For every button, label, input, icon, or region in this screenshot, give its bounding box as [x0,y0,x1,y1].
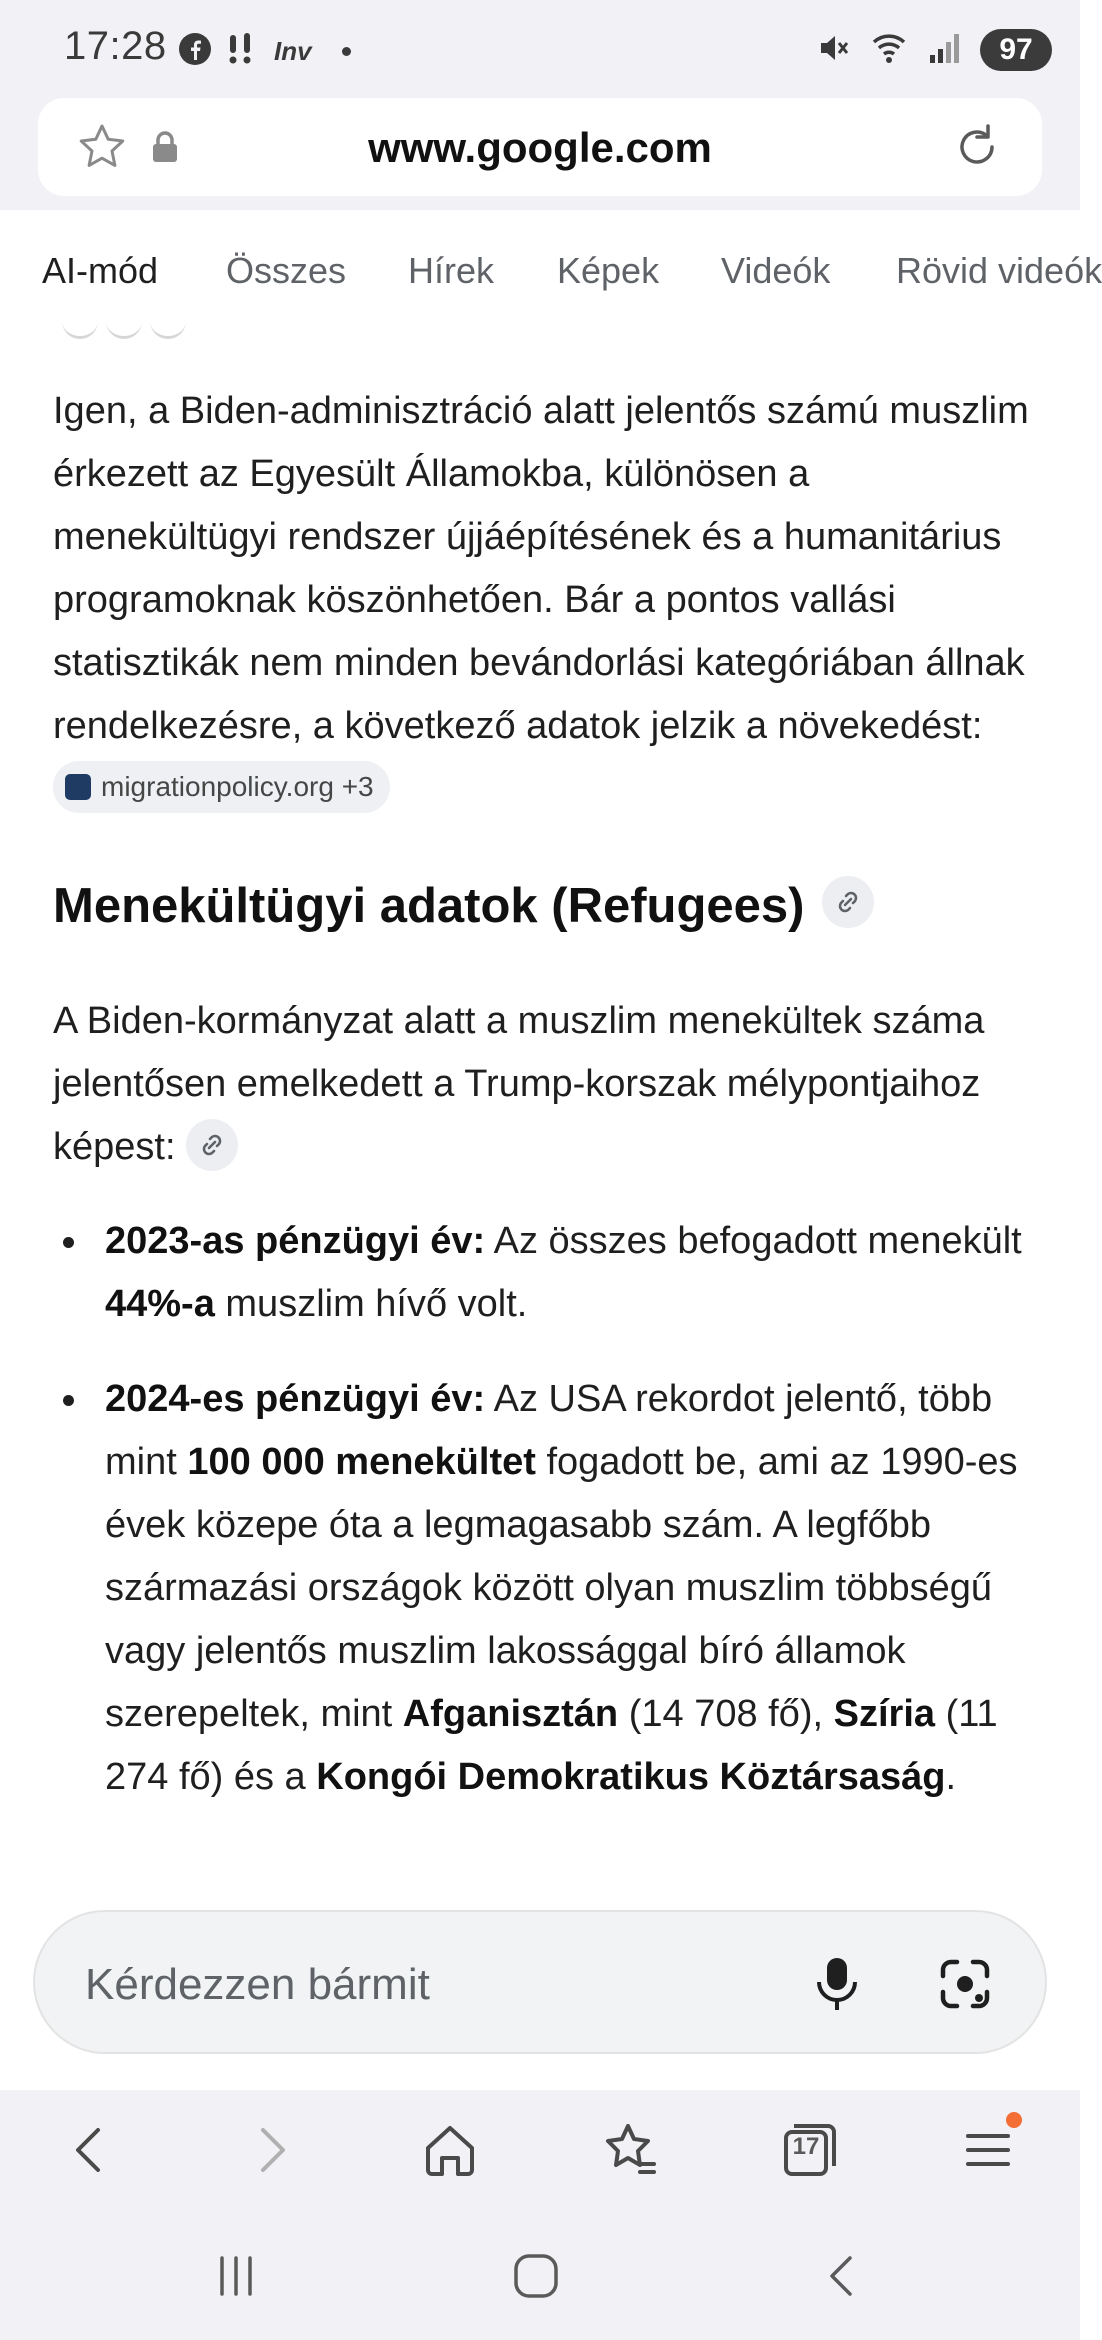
menu-button[interactable] [960,2120,1016,2180]
ask-input[interactable] [33,1910,1047,2054]
bullet-text: (11 274 fő) és a [105,1693,998,1798]
more-notifications-dot [342,47,351,56]
home-icon[interactable] [420,2120,480,2185]
bullet-text: (14 708 fő), [618,1693,834,1735]
bullet-emphasis: Afganisztán [402,1693,619,1735]
google-lens-icon[interactable] [935,1954,995,2019]
search-mode-tabs [0,210,1102,330]
section-link-icon[interactable] [186,1119,238,1171]
system-back-icon[interactable] [820,2254,864,2303]
microphone-icon[interactable] [809,1954,865,2019]
tabs-button[interactable] [780,2120,840,2180]
forward-icon[interactable] [247,2120,297,2185]
section-heading-text: Menekültügyi adatok (Refugees) [53,879,805,933]
tab-count: 17 [792,2133,820,2160]
bullet-emphasis: Kongói Demokratikus Köztársaság [316,1756,946,1798]
bullet-label: 2024-es pénzügyi év: [105,1378,486,1420]
hamburger-menu-icon [960,2120,1016,2180]
tab-news[interactable]: Hírek [408,250,495,291]
list-item [53,1368,1043,1809]
bullet-text: Az USA rekordot jelentő, több mint [105,1378,993,1483]
section-intro-text: A Biden-kormányzat alatt a muszlim menekültek száma jelentősen emelkedett a Trump-korszak mélypontjaihoz képest: [53,1000,985,1168]
section-intro [53,990,1043,1179]
bullet-emphasis: 100 000 menekültet [187,1441,536,1483]
alert-icon [226,31,260,72]
list-item [53,1210,1043,1336]
system-navigation-bar [0,2210,1080,2340]
answer-intro [53,380,1043,821]
bullet-text: Az összes befogadott menekült [485,1220,1022,1262]
address-bar[interactable] [38,98,1042,196]
browser-toolbar [0,98,1080,210]
ai-answer [0,330,1080,1890]
bullet-emphasis: 44%-a [105,1283,215,1325]
source-chip[interactable] [53,761,390,813]
inv-app-icon: Inv [274,35,312,66]
back-icon[interactable] [64,2120,114,2185]
browser-bottom-nav [0,2090,1080,2210]
tab-ai-mode[interactable]: AI-mód [42,250,159,291]
tab-videos[interactable]: Videók [721,250,831,291]
battery-indicator: 97 [980,29,1052,71]
status-bar [0,0,1080,98]
facebook-icon [178,32,212,71]
mute-icon [816,30,852,71]
system-home-icon[interactable] [512,2254,560,2303]
bullet-label: 2023-as pénzügyi év: [105,1220,486,1262]
wifi-icon [870,30,910,71]
bullet-emphasis: Szíria [833,1693,936,1735]
reload-icon[interactable] [950,120,1004,179]
source-favicon-icon [65,774,91,800]
ask-placeholder[interactable]: Kérdezzen bármit [85,1960,430,2009]
recent-apps-icon[interactable] [214,2254,258,2303]
intro-text: Igen, a Biden-adminisztráció alatt jelentős számú muszlim érkezett az Egyesült Államokba, különösen a menekültügyi rendszer újjáépítésének és a humanitárius programoknak köszönhetően. Bár a pontos vallási statisztikák nem minden bevándorlási kategóriában állnak rendelkezésre, a következő adatok jelzik a növekedést: [53,390,1029,747]
url-text[interactable]: www.google.com [368,124,712,171]
heading-link-icon[interactable] [822,876,874,928]
menu-notification-dot [1006,2112,1022,2128]
bullet-text: muszlim hívő volt. [214,1283,528,1325]
tab-images[interactable]: Képek [557,250,660,291]
section-heading [53,878,874,934]
bullet-text: fogadott be, ami az 1990-es évek közepe óta a legmagasabb szám. A legfőbb származási országok között olyan muszlim többségű vagy jelentős muszlim lakossággal bíró államok szerepeltek, mint [105,1441,1018,1735]
tab-short-videos[interactable]: Rövid videók [896,250,1102,291]
fact-list [53,1210,1043,1841]
scrolled-icons-remnant [62,320,186,339]
bullet-text: . [945,1756,957,1798]
tab-all[interactable]: Összes [226,250,347,291]
status-time: 17:28 [64,24,167,68]
status-right-icons [816,28,1052,72]
bookmarks-icon[interactable] [600,2120,660,2185]
signal-icon [928,31,962,70]
status-left-icons [178,30,351,72]
source-chip-label: migrationpolicy.org +3 [101,771,374,803]
